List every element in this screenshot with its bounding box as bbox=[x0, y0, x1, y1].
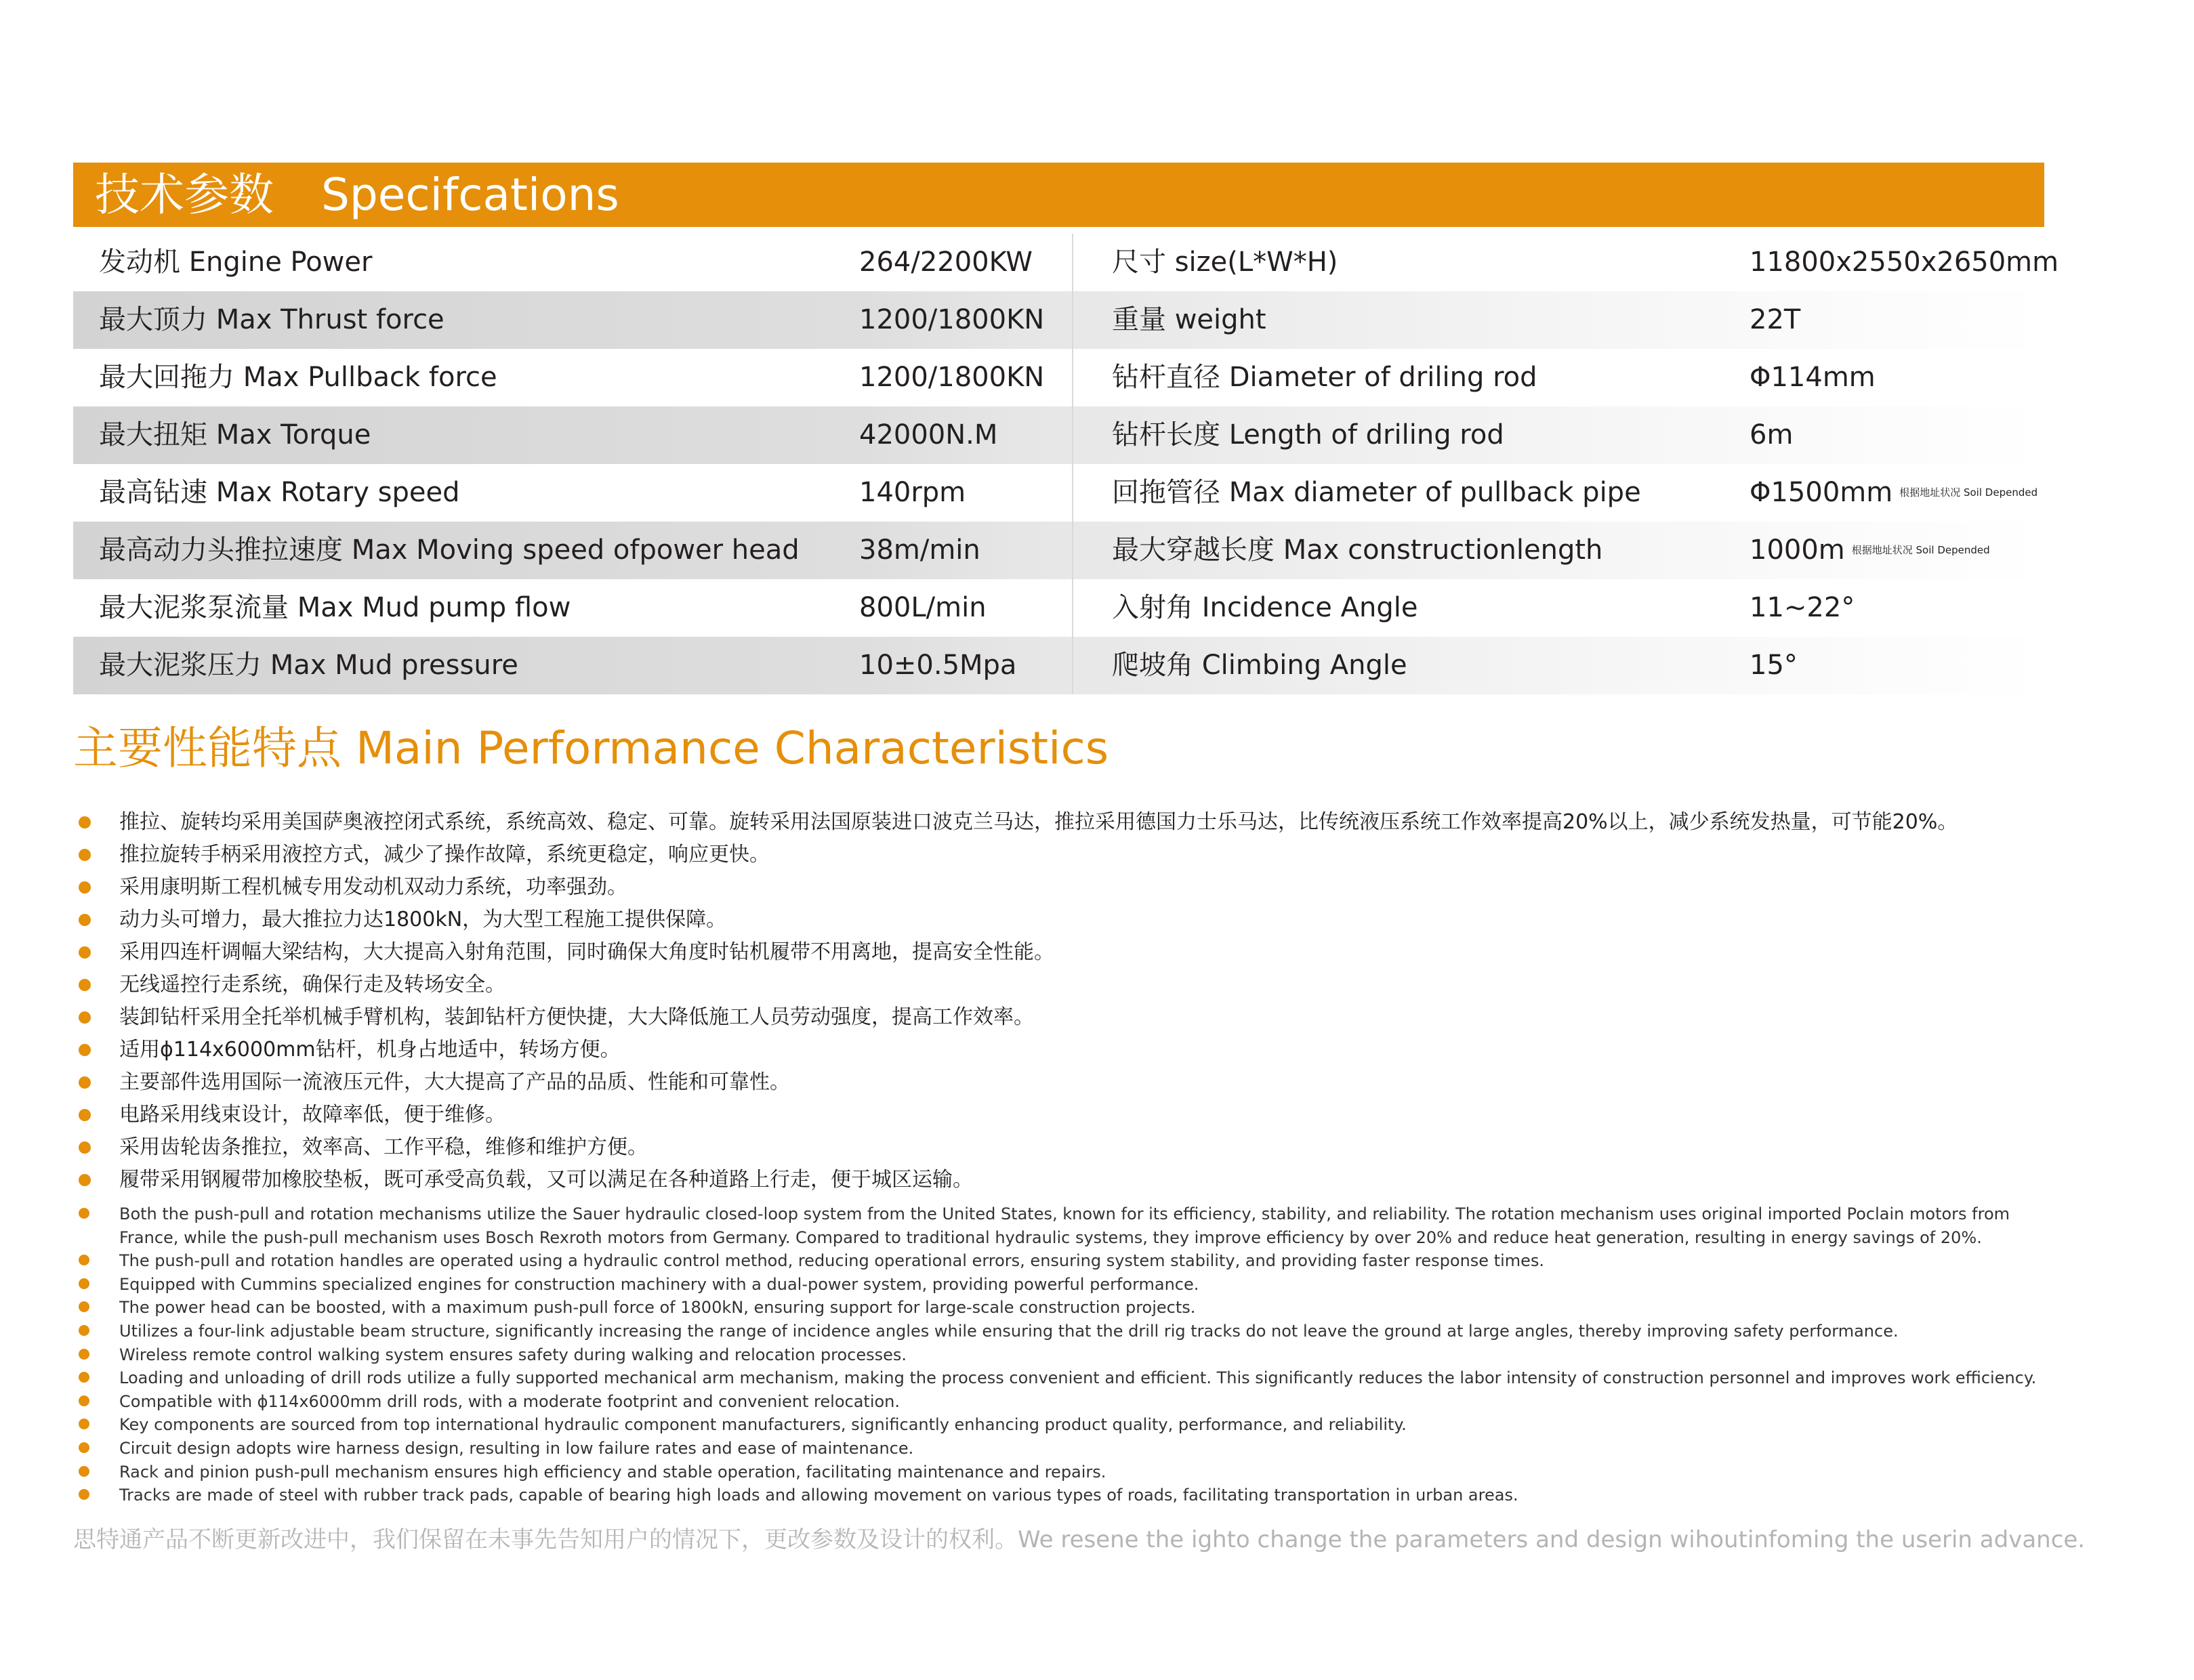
feature-text: The push-pull and rotation handles are operated using a hydraulic control method, reducing operational errors, ensuring system stability, and providing faster response times. bbox=[119, 1251, 1545, 1271]
feature-text: Loading and unloading of drill rods utilize a fully supported mechanical arm mechanism, making the process convenient and efficient. This significantly reduces the labor intensity of construction personnel and improves work efficiency. bbox=[119, 1368, 2037, 1388]
feature-text: Tracks are made of steel with rubber track pads, capable of bearing high loads and allowing movement on various types of roads, facilitating transportation in urban areas. bbox=[119, 1486, 1518, 1505]
spec-value: 42000N.M bbox=[859, 419, 998, 450]
spec-label-right: 钻杆长度 Length of driling rod bbox=[1112, 419, 1504, 450]
spec-row bbox=[73, 579, 2044, 637]
spec-value: 1200/1800KN bbox=[859, 362, 1045, 393]
spec-label-right: 最大穿越长度 Max constructionlength bbox=[1112, 534, 1603, 566]
feature-text: 履带采用钢履带加橡胶垫板，既可承受高负载，又可以满足在各种道路上行走，便于城区运输。 bbox=[119, 1168, 973, 1192]
spec-value-right: Φ114mm bbox=[1750, 362, 1876, 393]
spec-label-right: 重量 weight bbox=[1112, 304, 1266, 335]
feature-item bbox=[76, 1366, 2044, 1390]
feature-item bbox=[76, 1131, 1958, 1164]
feature-text: Rack and pinion push-pull mechanism ensures high efficiency and stable operation, facilitating maintenance and repairs. bbox=[119, 1462, 1106, 1482]
column-divider bbox=[1072, 234, 1073, 694]
spec-value-right: 6m bbox=[1750, 419, 1794, 450]
spec-label: 最大扭矩 Max Torque bbox=[99, 419, 371, 450]
spec-value-right: 15° bbox=[1750, 650, 1798, 681]
feature-item bbox=[76, 1001, 1958, 1034]
spec-label-right: 钻杆直径 Diameter of driling rod bbox=[1112, 362, 1537, 393]
spec-label: 最高动力头推拉速度 Max Moving speed ofpower head bbox=[99, 534, 800, 566]
feature-item bbox=[76, 1273, 2044, 1297]
main-performance-title: 主要性能特点 Main Performance Characteristics bbox=[73, 722, 1109, 774]
bullet-dot-icon bbox=[79, 881, 91, 894]
spec-label: 最大泥浆压力 Max Mud pressure bbox=[99, 650, 518, 681]
spec-row bbox=[73, 291, 2044, 349]
bullet-dot-icon bbox=[79, 1301, 89, 1312]
spec-row bbox=[73, 406, 2044, 464]
bullet-dot-icon bbox=[79, 946, 91, 959]
feature-text: 推拉、旋转均采用美国萨奥液控闭式系统，系统高效、稳定、可靠。旋转采用法国原装进口波克兰马达，推拉采用德国力士乐马达，比传统液压系统工作效率提高20%以上，减少系统发热量，可节能20%。 bbox=[119, 810, 1958, 834]
feature-item bbox=[76, 1099, 1958, 1131]
feature-text: Wireless remote control walking system ensures safety during walking and relocation processes. bbox=[119, 1345, 907, 1364]
feature-item bbox=[76, 1320, 2044, 1343]
feature-text: Circuit design adopts wire harness design, resulting in low failure rates and ease of maintenance. bbox=[119, 1438, 914, 1458]
spec-label-right: 回拖管径 Max diameter of pullback pipe bbox=[1112, 477, 1641, 508]
bullet-dot-icon bbox=[79, 1208, 89, 1219]
spec-value: 140rpm bbox=[859, 477, 966, 508]
bullet-dot-icon bbox=[79, 1109, 91, 1121]
bullet-dot-icon bbox=[79, 1076, 91, 1089]
feature-item bbox=[76, 1413, 2044, 1437]
feature-text: 主要部件选用国际一流液压元件，大大提高了产品的品质、性能和可靠性。 bbox=[119, 1070, 790, 1094]
spec-label-right: 入射角 Incidence Angle bbox=[1112, 592, 1418, 623]
feature-item bbox=[76, 969, 1958, 1001]
spec-row bbox=[73, 349, 2044, 406]
feature-item bbox=[76, 871, 1958, 904]
spec-row bbox=[73, 464, 2044, 522]
feature-item bbox=[76, 839, 1958, 871]
spec-row bbox=[73, 234, 2059, 291]
bullet-dot-icon bbox=[79, 849, 91, 861]
spec-value-right: 11~22° bbox=[1750, 592, 1855, 623]
features-cn-list bbox=[76, 806, 1958, 1196]
feature-text: 采用齿轮齿条推拉，效率高、工作平稳，维修和维护方便。 bbox=[119, 1135, 648, 1159]
spec-label: 最大泥浆泵流量 Max Mud pump flow bbox=[99, 592, 571, 623]
spec-value: 264/2200KW bbox=[859, 247, 1033, 278]
feature-item bbox=[76, 1484, 2044, 1507]
bullet-dot-icon bbox=[79, 1011, 91, 1024]
spec-value: 1200/1800KN bbox=[859, 304, 1045, 335]
feature-item bbox=[76, 1437, 2044, 1461]
bullet-dot-icon bbox=[79, 1174, 91, 1186]
bullet-dot-icon bbox=[79, 1255, 89, 1265]
bullet-dot-icon bbox=[79, 1419, 89, 1429]
spec-label: 最大顶力 Max Thrust force bbox=[99, 304, 444, 335]
feature-text: Compatible with ϕ114x6000mm drill rods, with a moderate footprint and convenient relocation. bbox=[119, 1391, 901, 1411]
bullet-dot-icon bbox=[79, 1044, 91, 1056]
specifications-title-en: Specifcations bbox=[321, 169, 619, 221]
feature-text: 装卸钻杆采用全托举机械手臂机构，装卸钻杆方便快捷，大大降低施工人员劳动强度，提高工作效率。 bbox=[119, 1005, 1034, 1029]
bullet-dot-icon bbox=[79, 1141, 91, 1154]
bullet-dot-icon bbox=[79, 1349, 89, 1360]
disclaimer: 思特通产品不断更新改进中，我们保留在未事先告知用户的情况下，更改参数及设计的权利。We resene the ighto change the parameters and design wihoutinfoming the userin advance. bbox=[73, 1526, 2086, 1553]
spec-note: 根据地址状况 Soil Depended bbox=[1899, 486, 2038, 499]
spec-label: 最高钻速 Max Rotary speed bbox=[99, 477, 460, 508]
specifications-title-cn: 技术参数 bbox=[95, 169, 274, 221]
feature-text: 采用四连杆调幅大梁结构，大大提高入射角范围，同时确保大角度时钻机履带不用离地，提高安全性能。 bbox=[119, 940, 1054, 964]
feature-text: 适用ϕ114x6000mm钻杆，机身占地适中，转场方便。 bbox=[119, 1038, 621, 1062]
feature-text: 电路采用线束设计，故障率低，便于维修。 bbox=[119, 1103, 505, 1127]
feature-item bbox=[76, 936, 1958, 969]
feature-text: Utilizes a four-link adjustable beam structure, significantly increasing the range of incidence angles while ensuring that the drill rig tracks do not leave the ground at large angles, thereby improving safety performance. bbox=[119, 1321, 1899, 1341]
bullet-dot-icon bbox=[79, 1372, 89, 1383]
spec-value: 38m/min bbox=[859, 534, 980, 566]
spec-label: 发动机 Engine Power bbox=[99, 247, 373, 278]
bullet-dot-icon bbox=[79, 1466, 89, 1477]
feature-item bbox=[76, 1343, 2044, 1367]
feature-item bbox=[76, 1202, 2044, 1249]
bullet-dot-icon bbox=[79, 1395, 89, 1406]
spec-row bbox=[73, 522, 2044, 579]
bullet-dot-icon bbox=[79, 979, 91, 991]
bullet-dot-icon bbox=[79, 816, 91, 828]
feature-item bbox=[76, 806, 1958, 839]
feature-text: Key components are sourced from top international hydraulic component manufacturers, significantly enhancing product quality, performance, and reliability. bbox=[119, 1415, 1407, 1435]
feature-item bbox=[76, 1034, 1958, 1066]
spec-value-right: 11800x2550x2650mm bbox=[1750, 247, 2059, 278]
spec-value-right: Φ1500mm 根据地址状况 Soil Depended bbox=[1750, 464, 1892, 522]
bullet-dot-icon bbox=[79, 1442, 89, 1453]
bullet-dot-icon bbox=[79, 1489, 89, 1500]
feature-text: 无线遥控行走系统，确保行走及转场安全。 bbox=[119, 973, 505, 996]
feature-text: The power head can be boosted, with a maximum push-pull force of 1800kN, ensuring support for large-scale construction projects. bbox=[119, 1298, 1196, 1318]
feature-text: 推拉旋转手柄采用液控方式，减少了操作故障，系统更稳定，响应更快。 bbox=[119, 843, 770, 866]
spec-value: 10±0.5Mpa bbox=[859, 650, 1017, 681]
features-en-list bbox=[76, 1202, 2044, 1507]
spec-label: 最大回拖力 Max Pullback force bbox=[99, 362, 497, 393]
feature-item bbox=[76, 904, 1958, 936]
spec-note: 根据地址状况 Soil Depended bbox=[1851, 544, 1990, 556]
spec-value: 800L/min bbox=[859, 592, 987, 623]
feature-text: 采用康明斯工程机械专用发动机双动力系统，功率强劲。 bbox=[119, 875, 627, 899]
specifications-header bbox=[73, 163, 2044, 227]
spec-label-right: 尺寸 size(L*W*H) bbox=[1112, 247, 1338, 278]
bullet-dot-icon bbox=[79, 1278, 89, 1289]
feature-item bbox=[76, 1390, 2044, 1414]
feature-item bbox=[76, 1249, 2044, 1273]
spec-value-right: 1000m 根据地址状况 Soil Depended bbox=[1750, 522, 1845, 579]
bullet-dot-icon bbox=[79, 914, 91, 926]
feature-text: Both the push-pull and rotation mechanisms utilize the Sauer hydraulic closed-loop system from the United States, known for its efficiency, stability, and reliability. The rotation mechanism uses original imported Poclain motors from France, while the push-pull mechanism uses Bosch Rexroth motors from Germany. Compared to traditional hydraulic systems, they improve efficiency by over 20% and reduce heat generation, resulting in energy savings of 20%. bbox=[119, 1204, 2010, 1247]
feature-item bbox=[76, 1461, 2044, 1484]
spec-value-right: 22T bbox=[1750, 304, 1801, 335]
feature-item bbox=[76, 1066, 1958, 1099]
feature-text: Equipped with Cummins specialized engines for construction machinery with a dual-power system, providing powerful performance. bbox=[119, 1274, 1199, 1294]
bullet-dot-icon bbox=[79, 1325, 89, 1336]
feature-item bbox=[76, 1296, 2044, 1320]
specifications-table bbox=[73, 234, 2059, 694]
spec-label-right: 爬坡角 Climbing Angle bbox=[1112, 650, 1407, 681]
spec-row bbox=[73, 637, 2044, 694]
feature-item bbox=[76, 1164, 1958, 1196]
feature-text: 动力头可增力，最大推拉力达1800kN，为大型工程施工提供保障。 bbox=[119, 908, 727, 931]
